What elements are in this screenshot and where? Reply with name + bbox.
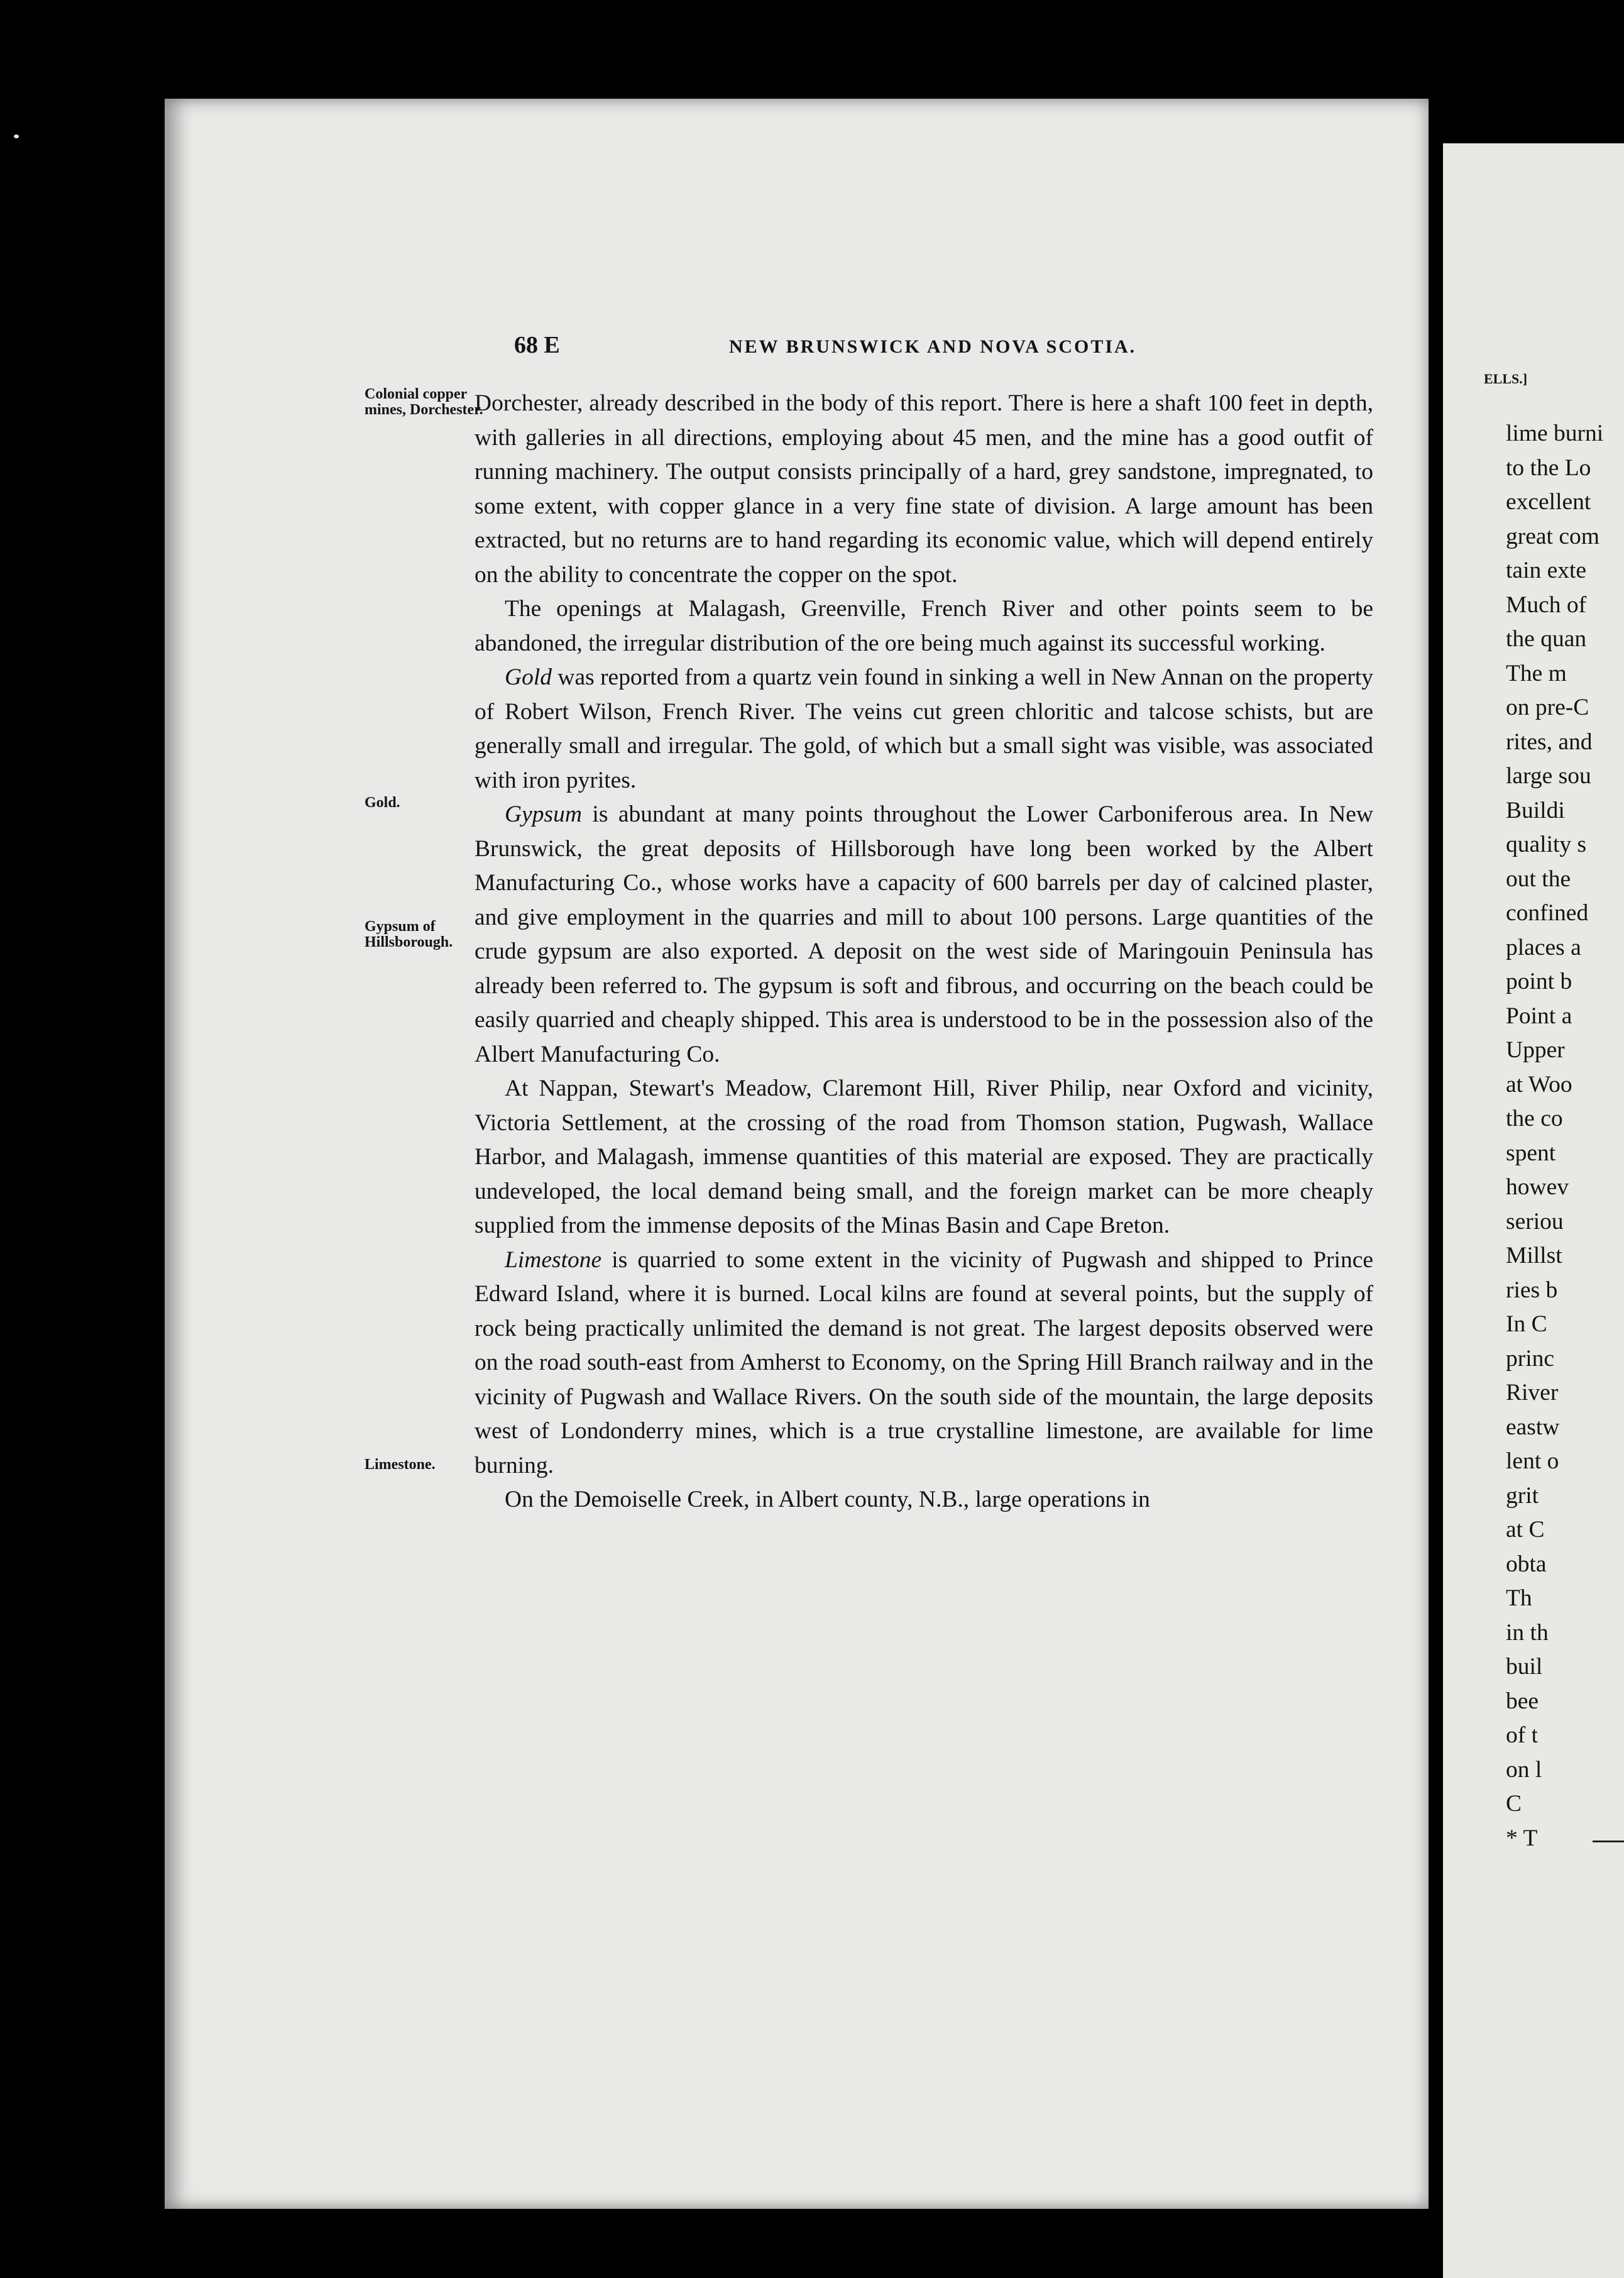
right-page-line: seriou (1506, 1208, 1564, 1235)
right-page-line: large sou (1506, 763, 1591, 789)
term-gold: Gold (505, 664, 552, 690)
right-page-line: on l (1506, 1756, 1542, 1783)
paragraph-gypsum (475, 798, 1373, 1072)
right-page-line: Point a (1506, 1003, 1572, 1029)
right-page-line: C (1506, 1791, 1522, 1817)
right-page-line: The m (1506, 660, 1567, 686)
right-page-running-head: ELLS.] (1484, 371, 1528, 387)
right-page-line: of t (1506, 1722, 1539, 1748)
paragraph-limestone-text: is quarried to some extent in the vicinity of Pugwash and shipped to Prince Edward Island, where it is burned. Local kilns are found at several points, but the supply of rock being practically unlimited the demand is not great. The largest deposits observed were on the road south-east from Amherst to Economy, on the Spring Hill Branch railway and in the vicinity of Pugwash and Wallace Rivers. On the south side of the mountain, the large deposits west of Londonderry mines, which is a true crystalline limestone, are available for lime burning. (475, 1246, 1373, 1478)
right-page-line: lime burni (1506, 421, 1604, 446)
body-text (475, 387, 1373, 1517)
margin-note-limestone: Limestone. (365, 1456, 436, 1473)
right-page-line: * T (1506, 1825, 1538, 1851)
paragraph-gypsum-text: is abundant at many points throughout the Lower Carboniferous area. In New Brunswick, the great deposits of Hillsborough have long been worked by the Albert Manufacturing Co., whose works have a capacity of 600 barrels per day of calcined plaster, and give employment in the quarries and mill to about 100 persons. Large quantities of the crude gypsum are also exported. A deposit on the west side of Maringouin Peninsula has already been referred to. The gypsum is soft and fibrous, and occurring on the beach could be easily quarried and cheaply shipped. This area is understood to be in the possession also of the Albert Manufacturing Co. (475, 801, 1373, 1067)
right-page-line: buil (1506, 1654, 1543, 1680)
right-page-line: point b (1506, 969, 1572, 994)
footnote-rule (1593, 1841, 1624, 1842)
paragraph-gold-text: was reported from a quartz vein found in sinking a well in New Annan on the property of Robert Wilson, French River. The veins cut green chloritic and talcose schists, but are generally small and irregular. The gold, of which but a small sight was visible, was associated with iron pyrites. (475, 664, 1373, 793)
right-page-line: in th (1506, 1619, 1549, 1646)
right-page-line: princ (1506, 1345, 1555, 1372)
right-page-line: at Woo (1506, 1071, 1572, 1098)
right-page-line: the co (1506, 1106, 1563, 1131)
margin-note-gypsum: Gypsum of Hillsborough. (365, 918, 453, 950)
page-header (0, 331, 1624, 369)
right-page-line: eastw (1506, 1414, 1560, 1440)
running-head: NEW BRUNSWICK AND NOVA SCOTIA. (729, 336, 1137, 357)
right-page-line: howev (1506, 1174, 1569, 1200)
right-page-line: great com (1506, 523, 1599, 549)
paragraph-nappan: At Nappan, Stewart's Meadow, Claremont Hill, River Philip, near Oxford and vicinity, Victoria Settlement, at the crossing of the road from Thomson station, Pugwash, Wallace Harbor, and Malagash, immense quantities of this material are exposed. They are practically undeveloped, the local demand being small, and the foreign market can be more cheaply supplied from the immense deposits of the Minas Basin and Cape Breton. (475, 1076, 1373, 1238)
right-page-line: out the (1506, 866, 1571, 892)
right-page-line: excellent (1506, 489, 1591, 515)
right-page-edge (1443, 143, 1624, 2278)
right-page-line: Millst (1506, 1243, 1562, 1268)
right-page-line: on pre-C (1506, 695, 1589, 720)
right-page-line: rites, and (1506, 729, 1593, 755)
right-page-line: obta (1506, 1551, 1547, 1577)
right-page-line: tain exte (1506, 558, 1587, 583)
right-page-line: confined (1506, 900, 1589, 926)
paragraph-abandoned-openings: The openings at Malagash, Greenville, French River and other points seem to be abandoned, the irregular distribution of the ore being much against its successful working. (475, 596, 1373, 656)
right-page-line: spent (1506, 1140, 1556, 1166)
right-page-line: places a (1506, 934, 1581, 960)
margin-note-gold: Gold. (365, 795, 400, 811)
paragraph-demoiselle-creek: On the Demoiselle Creek, in Albert county, N.B., large operations in (505, 1487, 1150, 1512)
paragraph-limestone (475, 1243, 1373, 1483)
right-page-line: River (1506, 1380, 1559, 1406)
scan-speck (14, 135, 19, 138)
right-page-line: Much of (1506, 592, 1587, 618)
right-page-line: Upper (1506, 1037, 1565, 1063)
right-page-line: to the Lo (1506, 454, 1591, 481)
right-page-line: ries b (1506, 1277, 1558, 1303)
margin-note-copper: Colonial copper mines, Dorchester. (365, 386, 483, 418)
right-page-text-fragments (1506, 417, 1624, 1856)
right-page-line: grit (1506, 1482, 1539, 1509)
right-page-line: Th (1506, 1585, 1532, 1611)
right-page-line: Buildi (1506, 797, 1565, 823)
term-gypsum: Gypsum (505, 801, 582, 827)
right-page-line: In C (1506, 1311, 1547, 1337)
page-number: 68 E (514, 332, 560, 358)
right-page-line: quality s (1506, 832, 1587, 857)
paragraph-copper-mines: Dorchester, already described in the body of this report. There is here a shaft 100 feet in depth, with galleries in all directions, employing about 45 men, and the mine has a good outfit of running machinery. The output consists principally of a hard, grey sandstone, impregnated, to some extent, with copper glance in a very fine state of division. A large amount has been extracted, but no returns are to hand regarding its economic value, which will depend entirely on the ability to concentrate the copper on the spot. (475, 390, 1373, 588)
right-page-line: lent o (1506, 1448, 1559, 1474)
paragraph-gold (475, 661, 1373, 798)
right-page-line: the quan (1506, 626, 1587, 652)
term-limestone: Limestone (505, 1246, 602, 1273)
right-page-line: at C (1506, 1517, 1545, 1543)
right-page-line: bee (1506, 1688, 1539, 1714)
